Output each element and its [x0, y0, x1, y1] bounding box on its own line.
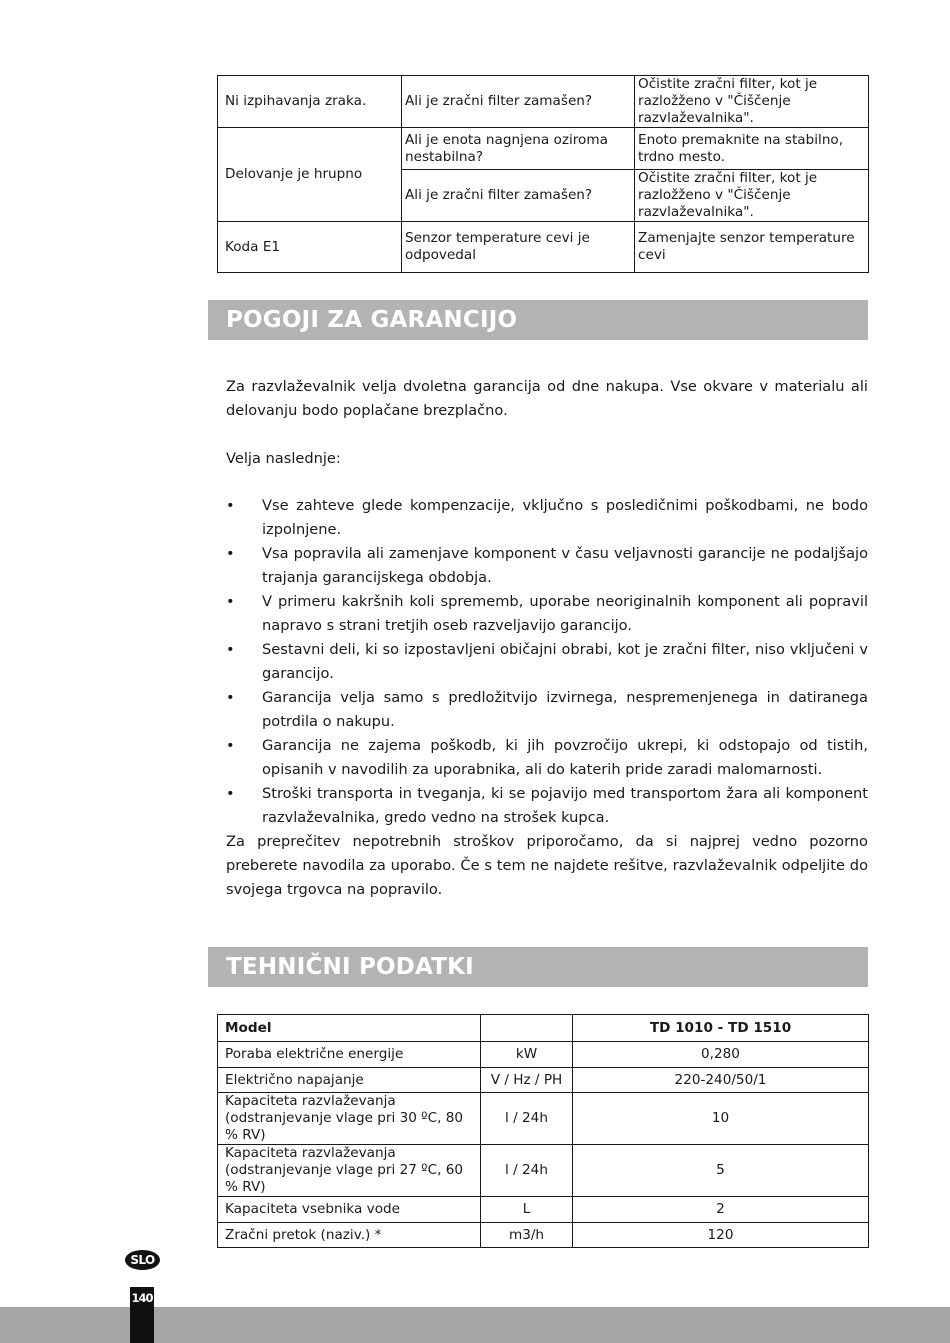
- spec-unit: l / 24h: [481, 1093, 573, 1145]
- header-model: TD 1010 - TD 1510: [573, 1015, 869, 1042]
- spec-value: 10: [573, 1093, 869, 1145]
- cause-cell: Ali je zračni filter zamašen?: [402, 76, 635, 128]
- bullet-text: V primeru kakršnih koli sprememb, uporabe neoriginalnih komponent ali popravil napravo s strani tretjih oseb razveljavijo garancijo.: [262, 593, 868, 634]
- cause-cell: Ali je enota nagnjena oziroma nestabilna?: [402, 128, 635, 170]
- table-row: [218, 1197, 869, 1223]
- warranty-intro: Za razvlaževalnik velja dvoletna garancija od dne nakupa. Vse okvare v materialu ali delovanju bodo poplačane brezplačno.: [226, 378, 868, 419]
- spec-unit: m3/h: [481, 1223, 573, 1248]
- table-row: [218, 1223, 869, 1248]
- spec-value: 5: [573, 1145, 869, 1197]
- header-unit: [481, 1015, 573, 1042]
- solution-cell: Očistite zračni filter, kot je razložženo v "Čiščenje razvlaževalnika".: [635, 76, 869, 128]
- list-item: [226, 638, 868, 686]
- spec-unit: l / 24h: [481, 1145, 573, 1197]
- spec-label: Kapaciteta razvlaževanja (odstranjevanje vlage pri 30 ºC, 80 % RV): [218, 1093, 481, 1145]
- tech-section-header: [208, 947, 868, 987]
- warranty-title: POGOJI ZA GARANCIJO: [226, 307, 518, 333]
- bullet-text: Stroški transporta in tveganja, ki se pojavijo med transportom žara ali komponent razvlaževalnika, gredo vedno na strošek kupca.: [262, 785, 868, 826]
- list-item: [226, 542, 868, 590]
- warranty-bullets: [226, 494, 868, 830]
- spec-unit: kW: [481, 1042, 573, 1068]
- tech-title: TEHNIČNI PODATKI: [226, 954, 474, 980]
- list-item: [226, 494, 868, 542]
- bullet-icon: •: [226, 689, 235, 706]
- table-header-row: [218, 1015, 869, 1042]
- spec-value: 120: [573, 1223, 869, 1248]
- table-row: [218, 1042, 869, 1068]
- table-row: [218, 128, 869, 170]
- list-item: [226, 782, 868, 830]
- list-item: [226, 686, 868, 734]
- bullet-text: Sestavni deli, ki so izpostavljeni običajni obrabi, kot je zračni filter, niso vključeni v garancijo.: [262, 641, 868, 682]
- bullet-text: Vsa popravila ali zamenjave komponent v času veljavnosti garancije ne podaljšajo trajanja garancijskega obdobja.: [262, 545, 868, 586]
- troubleshooting-table: [217, 75, 869, 273]
- table-row: [218, 76, 869, 128]
- spec-label: Kapaciteta razvlaževanja (odstranjevanje vlage pri 27 ºC, 60 % RV): [218, 1145, 481, 1197]
- page-number-tab: [130, 1287, 154, 1343]
- problem-cell: Ni izpihavanja zraka.: [218, 76, 402, 128]
- tech-data-table: [217, 1014, 869, 1248]
- bullet-icon: •: [226, 641, 235, 658]
- table-row: [218, 1145, 869, 1197]
- warranty-lead: Velja naslednje:: [226, 450, 341, 467]
- bullet-icon: •: [226, 593, 235, 610]
- spec-value: 220-240/50/1: [573, 1068, 869, 1093]
- warranty-closing: Za preprečitev nepotrebnih stroškov priporočamo, da si najprej vedno pozorno preberete navodila za uporabo. Če s tem ne najdete rešitve, razvlaževalnik odpeljite do svojega trgovca na popravilo.: [226, 833, 868, 898]
- spec-label: Električno napajanje: [218, 1068, 481, 1093]
- header-label: Model: [218, 1015, 481, 1042]
- bullet-icon: •: [226, 545, 235, 562]
- cause-cell: Ali je zračni filter zamašen?: [402, 170, 635, 222]
- table-row: [218, 222, 869, 273]
- solution-cell: Enoto premaknite na stabilno, trdno mesto.: [635, 128, 869, 170]
- spec-unit: V / Hz / PH: [481, 1068, 573, 1093]
- warranty-section-header: [208, 300, 868, 340]
- problem-cell: Koda E1: [218, 222, 402, 273]
- bullet-icon: •: [226, 785, 235, 802]
- spec-value: 2: [573, 1197, 869, 1223]
- spec-value: 0,280: [573, 1042, 869, 1068]
- table-row: [218, 1093, 869, 1145]
- bullet-text: Garancija ne zajema poškodb, ki jih povzročijo ukrepi, ki odstopajo od tistih, opisanih v navodilih za uporabnika, ali do katerih pride zaradi malomarnosti.: [262, 737, 868, 778]
- bullet-icon: •: [226, 497, 235, 514]
- bullet-text: Vse zahteve glede kompenzacije, vključno s posledičnimi poškodbami, ne bodo izpolnjene.: [262, 497, 868, 538]
- spec-unit: L: [481, 1197, 573, 1223]
- bullet-icon: •: [226, 737, 235, 754]
- solution-cell: Zamenjajte senzor temperature cevi: [635, 222, 869, 273]
- bullet-text: Garancija velja samo s predložitvijo izvirnega, nespremenjenega in datiranega potrdila o nakupu.: [262, 689, 868, 730]
- table-row: [218, 1068, 869, 1093]
- language-badge: SLO: [125, 1250, 160, 1270]
- page-number: 140: [131, 1291, 153, 1305]
- solution-cell: Očistite zračni filter, kot je razložženo v "Čiščenje razvlaževalnika".: [635, 170, 869, 222]
- list-item: [226, 590, 868, 638]
- spec-label: Zračni pretok (naziv.) *: [218, 1223, 481, 1248]
- cause-cell: Senzor temperature cevi je odpovedal: [402, 222, 635, 273]
- problem-cell: Delovanje je hrupno: [218, 128, 402, 222]
- list-item: [226, 734, 868, 782]
- spec-label: Poraba električne energije: [218, 1042, 481, 1068]
- spec-label: Kapaciteta vsebnika vode: [218, 1197, 481, 1223]
